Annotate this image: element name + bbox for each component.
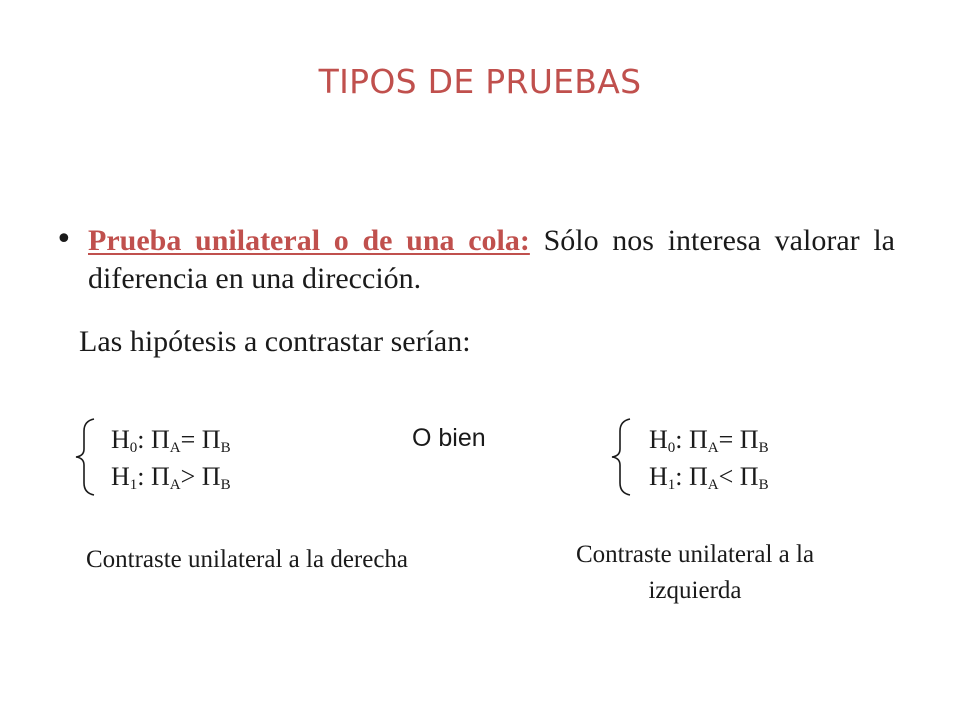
caption-right-tail: Contraste unilateral a la derecha (85, 546, 409, 573)
bullet-body: Sólo nos interesa valorar la diferencia en una dirección. (88, 224, 895, 295)
hypothesis-h1-right: $H_1$: $\Pi_A> \Pi_B$ (111, 462, 231, 493)
left-brace-icon (72, 417, 100, 497)
bullet-text (88, 222, 895, 298)
separator-text: O bien (412, 424, 486, 452)
hypothesis-h0-left: $H_0$: $\Pi_A= \Pi_B$ (649, 425, 769, 456)
caption-left-tail: Contraste unilateral a la izquierda (575, 541, 815, 604)
slide-title: TIPOS DE PRUEBAS (318, 62, 642, 101)
intro-text: Las hipótesis a contrastar serían: (79, 325, 471, 358)
left-brace-icon (608, 417, 636, 497)
hypothesis-h0-right: $H_0$: $\Pi_A= \Pi_B$ (111, 425, 231, 456)
bullet-dot: • (55, 222, 73, 257)
bullet-lead: Prueba unilateral o de una cola: (88, 224, 530, 257)
hypothesis-h1-left: $H_1$: $\Pi_A< \Pi_B$ (649, 462, 769, 493)
